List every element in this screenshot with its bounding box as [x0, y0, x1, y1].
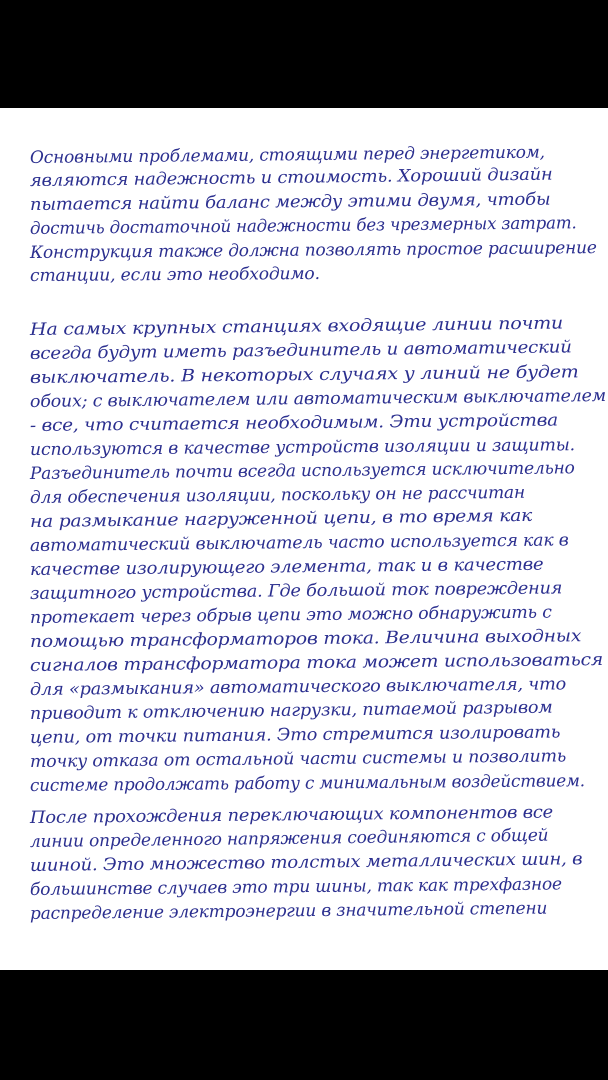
text-line: являются надежность и стоимость. Хороший дизайн — [29, 164, 553, 191]
text-line: всегда будут иметь разъединитель и автоматический — [29, 337, 572, 364]
text-line: защитного устройства. Где большой ток повреждения — [29, 578, 563, 604]
text-line: Основными проблемами, стоящими перед энергетиком, — [29, 142, 545, 168]
text-line: помощью трансформаторов тока. Величина выходных — [29, 626, 582, 652]
text-line: распределение электроэнергии в значительной степени — [29, 898, 548, 924]
text-line: После прохождения переключающих компонентов все — [29, 802, 554, 828]
text-line: для «размыкания» автоматического выключателя, что — [29, 674, 567, 700]
text-line: достичь достаточной надежности без чрезмерных затрат. — [29, 213, 577, 239]
text-line: протекает через обрыв цепи это можно обнаружить с — [29, 602, 552, 628]
text-line: качестве изолирующего элемента, так и в качестве — [29, 554, 544, 580]
text-line: сигналов трансформатора тока может использоваться — [29, 649, 604, 676]
text-line: выключатель. В некоторых случаях у линий не будет — [29, 362, 579, 388]
text-line: шиной. Это множество толстых металлических шин, в — [29, 849, 583, 876]
text-line: Разъединитель почти всегда используется исключительно — [29, 458, 575, 484]
text-line: обоих; с выключателем или автоматическим выключателем — [29, 385, 607, 412]
text-line: для обеспечения изоляции, поскольку он не рассчитан — [29, 482, 526, 508]
text-line: на размыкание нагруженной цепи, в то время как — [29, 505, 533, 532]
text-line: автоматический выключатель часто используется как в — [29, 530, 569, 556]
text-line: приводит к отключению нагрузки, питаемой разрывом — [29, 697, 553, 724]
text-line: точку отказа от остальной части системы и позволить — [29, 746, 567, 772]
text-line: линии определенного напряжения соединяются с общей — [29, 825, 549, 852]
text-line: системе продолжать работу с минимальным воздействием. — [29, 771, 585, 796]
text-line: используются в качестве устройств изоляции и защиты. — [29, 435, 576, 460]
text-line: станции, если это необходимо. — [29, 263, 320, 286]
text-line: - все, что считается необходимым. Эти устройства — [29, 410, 558, 436]
text-line: пытается найти баланс между этими двумя, чтобы — [29, 189, 551, 215]
text-line: Конструкция также должна позволять простое расширение — [29, 238, 597, 263]
handwritten-page — [0, 108, 608, 970]
text-line: цепи, от точки питания. Это стремится изолировать — [29, 722, 561, 748]
text-line: На самых крупных станциях входящие линии почти — [29, 313, 564, 340]
text-line: большинстве случаев это три шины, так как трехфазное — [29, 874, 562, 900]
